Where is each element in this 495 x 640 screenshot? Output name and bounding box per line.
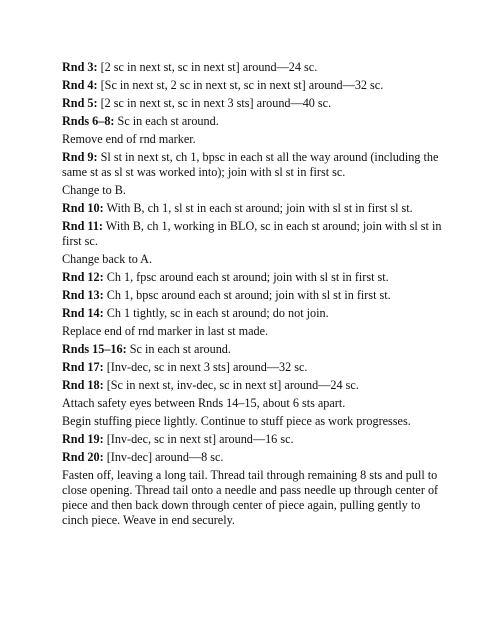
pattern-note	[62, 396, 442, 411]
note-text: Replace end of rnd marker in last st made.	[62, 324, 269, 338]
pattern-finishing-note	[62, 468, 442, 528]
round-instruction: [Inv-dec, sc in next 3 sts] around—32 sc.	[103, 360, 308, 374]
note-text: Change back to A.	[62, 252, 153, 266]
round-label: Rnd 13:	[62, 288, 104, 302]
pattern-note	[62, 252, 442, 267]
pattern-line-rnd-17	[62, 360, 442, 375]
round-instruction: With B, ch 1, working in BLO, sc in each st around; join with sl st in first sc.	[62, 219, 442, 248]
pattern-line-rnds-6-8	[62, 114, 442, 129]
round-label: Rnd 20:	[62, 450, 104, 464]
round-instruction: [Sc in next st, inv-dec, sc in next st] around—24 sc.	[103, 378, 359, 392]
note-text: Fasten off, leaving a long tail. Thread tail through remaining 8 sts and pull to close opening. Thread tail onto a needle and pass needle up through center of piece and then back down through center of piece again, pulling gently to cinch piece. Weave in end securely.	[62, 468, 439, 527]
round-label: Rnds 15–16:	[62, 342, 127, 356]
pattern-note	[62, 324, 442, 339]
pattern-line-rnd-20	[62, 450, 442, 465]
round-instruction: Ch 1, bpsc around each st around; join with sl st in first st.	[103, 288, 391, 302]
round-instruction: [2 sc in next st, sc in next 3 sts] around—40 sc.	[97, 96, 332, 110]
round-instruction: Sc in each st around.	[126, 342, 231, 356]
round-label: Rnd 5:	[62, 96, 98, 110]
note-text: Attach safety eyes between Rnds 14–15, about 6 sts apart.	[62, 396, 346, 410]
pattern-document	[62, 60, 442, 531]
round-instruction: Ch 1, fpsc around each st around; join with sl st in first st.	[103, 270, 389, 284]
round-label: Rnd 17:	[62, 360, 104, 374]
round-label: Rnd 4:	[62, 78, 98, 92]
round-label: Rnds 6–8:	[62, 114, 115, 128]
round-label: Rnd 11:	[62, 219, 103, 233]
round-instruction: [Inv-dec] around—8 sc.	[103, 450, 224, 464]
pattern-line-rnds-15-16	[62, 342, 442, 357]
pattern-note	[62, 183, 442, 198]
round-label: Rnd 18:	[62, 378, 104, 392]
pattern-note	[62, 132, 442, 147]
pattern-line-rnd-12	[62, 270, 442, 285]
pattern-line-rnd-13	[62, 288, 442, 303]
round-label: Rnd 12:	[62, 270, 104, 284]
round-label: Rnd 3:	[62, 60, 98, 74]
round-instruction: [Inv-dec, sc in next st] around—16 sc.	[103, 432, 294, 446]
pattern-line-rnd-19	[62, 432, 442, 447]
round-instruction: [Sc in next st, 2 sc in next st, sc in next st] around—32 sc.	[97, 78, 384, 92]
pattern-line-rnd-9	[62, 150, 442, 180]
round-label: Rnd 14:	[62, 306, 104, 320]
round-instruction: With B, ch 1, sl st in each st around; join with sl st in first sl st.	[103, 201, 413, 215]
round-instruction: [2 sc in next st, sc in next st] around—24 sc.	[97, 60, 318, 74]
pattern-line-rnd-11	[62, 219, 442, 249]
round-label: Rnd 10:	[62, 201, 104, 215]
pattern-line-rnd-4	[62, 78, 442, 93]
pattern-line-rnd-18	[62, 378, 442, 393]
note-text: Change to B.	[62, 183, 126, 197]
pattern-line-rnd-3	[62, 60, 442, 75]
round-instruction: Sc in each st around.	[114, 114, 219, 128]
pattern-line-rnd-14	[62, 306, 442, 321]
round-label: Rnd 9:	[62, 150, 98, 164]
round-label: Rnd 19:	[62, 432, 104, 446]
note-text: Remove end of rnd marker.	[62, 132, 196, 146]
pattern-line-rnd-10	[62, 201, 442, 216]
pattern-note	[62, 414, 442, 429]
note-text: Begin stuffing piece lightly. Continue to stuff piece as work progresses.	[62, 414, 411, 428]
round-instruction: Ch 1 tightly, sc in each st around; do not join.	[103, 306, 329, 320]
round-instruction: Sl st in next st, ch 1, bpsc in each st all the way around (including the same st as sl st was worked into); join with sl st in first sc.	[62, 150, 439, 179]
pattern-line-rnd-5	[62, 96, 442, 111]
